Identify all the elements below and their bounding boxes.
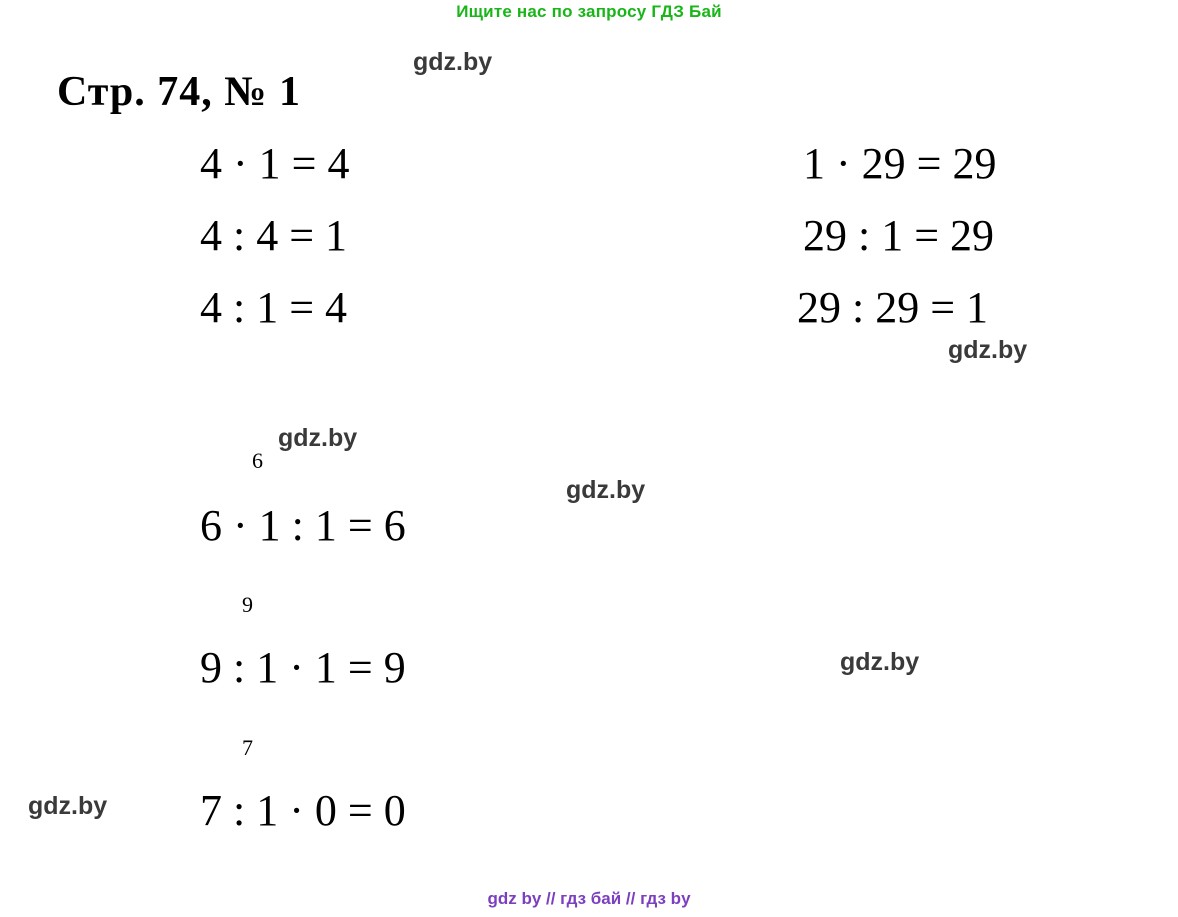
- footer-watermark: gdz by // гдз бай // гдз by: [487, 889, 691, 908]
- equation-left-1: 4 · 1 = 4: [200, 139, 350, 188]
- promo-banner: Ищите нас по запросу ГДЗ Бай: [456, 2, 722, 21]
- chain-equation-3: 7 : 1 · 0 = 0: [200, 786, 406, 835]
- equation-left-3: 4 : 1 = 4: [200, 283, 348, 332]
- watermark: gdz.by: [948, 336, 1028, 364]
- equation-right-2: 29 : 1 = 29: [803, 211, 995, 260]
- equation-right-3: 29 : 29 = 1: [797, 283, 989, 332]
- equation-right-1: 1 · 29 = 29: [803, 139, 997, 188]
- chain-superscript-1: 6: [252, 448, 263, 473]
- watermark: gdz.by: [566, 476, 646, 504]
- watermark: gdz.by: [413, 48, 493, 76]
- chain-equation-2: 9 : 1 · 1 = 9: [200, 643, 406, 692]
- chain-superscript-2: 9: [242, 592, 253, 617]
- watermark: gdz.by: [278, 424, 358, 452]
- watermark: gdz.by: [840, 648, 920, 676]
- watermark: gdz.by: [28, 792, 108, 820]
- chain-superscript-3: 7: [242, 735, 253, 760]
- chain-equation-1: 6 · 1 : 1 = 6: [200, 501, 406, 550]
- page-title: Стр. 74, № 1: [57, 69, 301, 115]
- equation-left-2: 4 : 4 = 1: [200, 211, 348, 260]
